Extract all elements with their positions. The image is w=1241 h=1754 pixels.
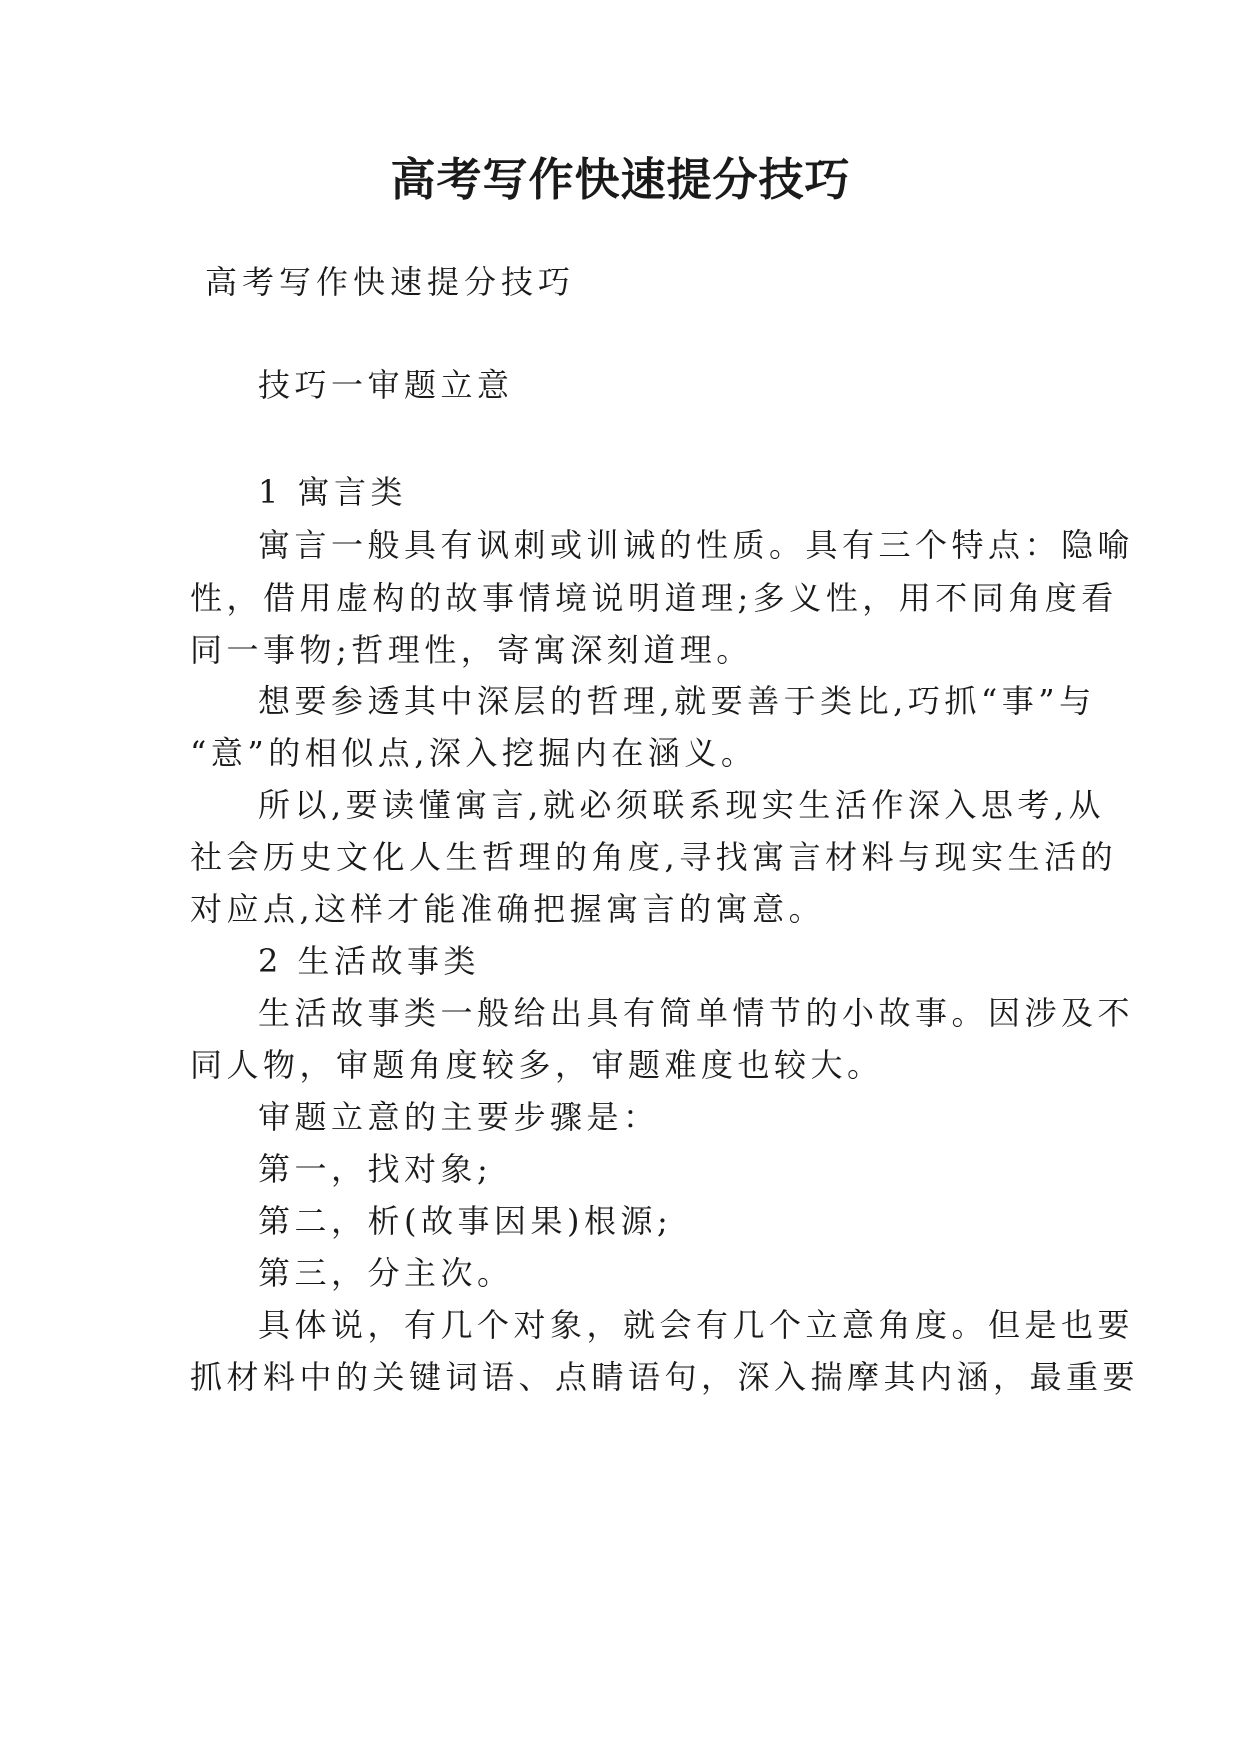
paragraph-line: 对应点,这样才能准确把握寓言的寓意。 [190, 890, 826, 928]
subsection-heading: 1 寓言类 [258, 473, 408, 511]
paragraph-line: 生活故事类一般给出具有简单情节的小故事。因涉及不 [258, 994, 1135, 1032]
paragraph-line: 抓材料中的关键词语、点睛语句，深入揣摩其内涵，最重要 [190, 1358, 1140, 1396]
paragraph-line: “意”的相似点,深入挖掘内在涵义。 [190, 734, 758, 772]
paragraph-line: 性，借用虚构的故事情境说明道理;多义性，用不同角度看 [190, 579, 1118, 617]
paragraph-line: 想要参透其中深层的哲理,就要善于类比,巧抓“事”与 [258, 682, 1096, 720]
paragraph-line: 社会历史文化人生哲理的角度,寻找寓言材料与现实生活的 [190, 838, 1118, 876]
document-title: 高考写作快速提分技巧 [390, 153, 851, 206]
paragraph-line: 所以,要读懂寓言,就必须联系现实生活作深入思考,从 [258, 786, 1106, 824]
step-line: 第一，找对象; [258, 1150, 493, 1188]
paragraph-line: 同人物，审题角度较多，审题难度也较大。 [190, 1046, 884, 1084]
subsection-heading: 2 生活故事类 [258, 942, 481, 980]
section-heading: 技巧一审题立意 [258, 366, 514, 404]
paragraph-line: 同一事物;哲理性，寄寓深刻道理。 [190, 631, 753, 669]
paragraph-line: 审题立意的主要步骤是： [258, 1098, 660, 1136]
step-line: 第三，分主次。 [258, 1254, 514, 1292]
paragraph-line: 具体说，有几个对象，就会有几个立意角度。但是也要 [258, 1306, 1135, 1344]
paragraph-line: 寓言一般具有讽刺或训诫的性质。具有三个特点：隐喻 [258, 526, 1135, 564]
step-line: 第二，析(故事因果)根源; [258, 1202, 673, 1240]
document-subtitle: 高考写作快速提分技巧 [205, 263, 576, 301]
